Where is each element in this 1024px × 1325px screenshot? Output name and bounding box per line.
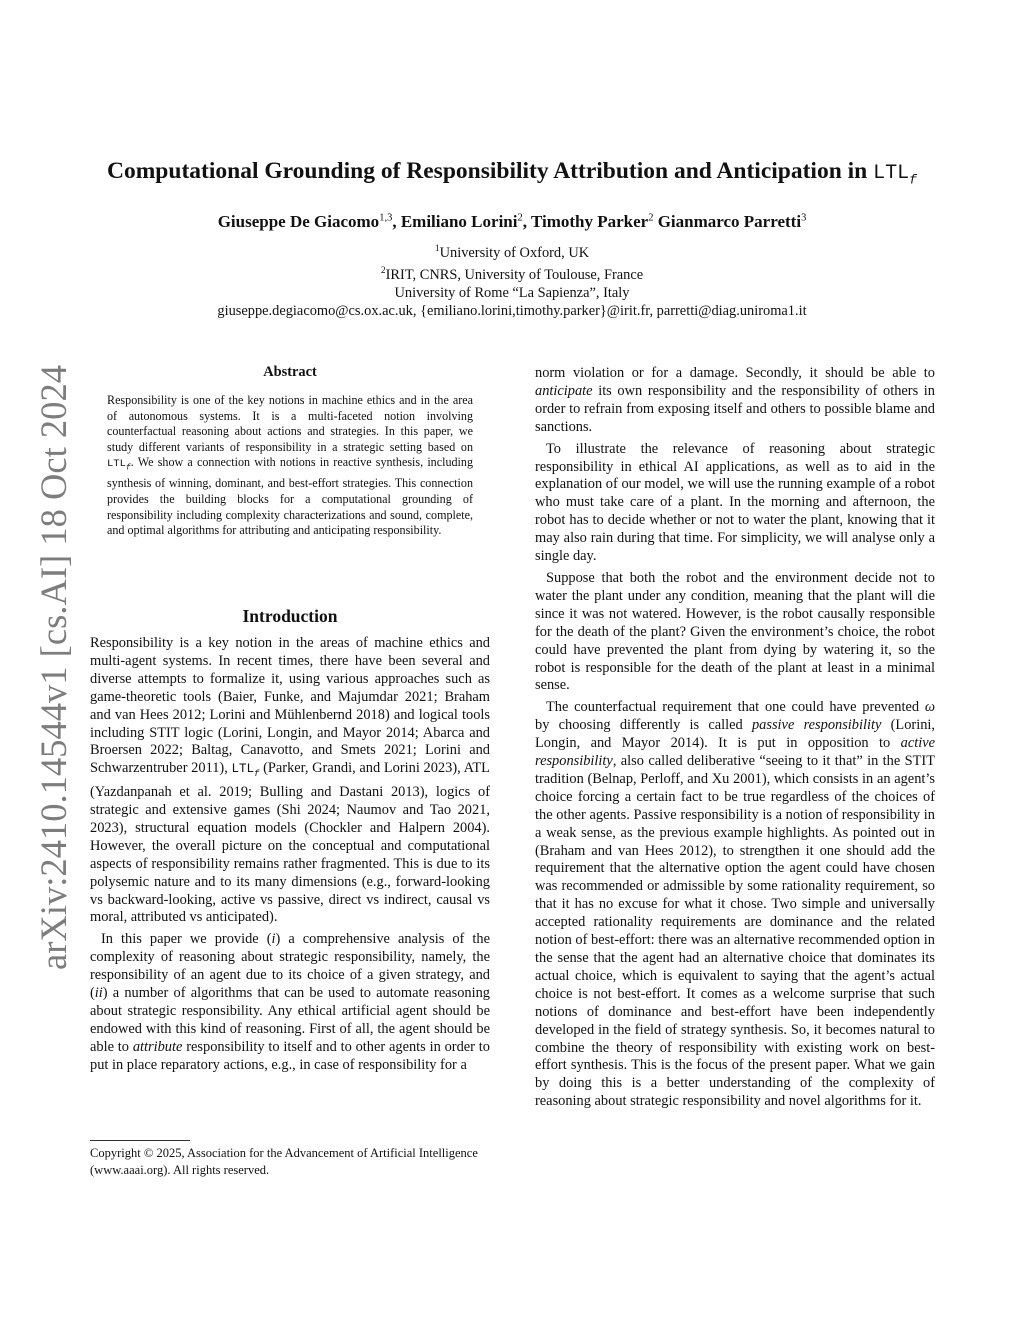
paragraph: To illustrate the relevance of reasoning about strategic responsibility in ethical AI applications, as well as to aid in the explanation of our model, we will use the running example of a robot who must take care of a plant. In the morning and afternoon, the robot has to decide whether or not to water the plant, knowing that it may also rain during that time. For simplicity, we will analyse only a single day. [535,440,935,565]
right-column [535,365,935,1115]
author-name: Timothy Parker [530,212,649,231]
footnote-divider [90,1140,190,1141]
arxiv-sidebar-label [4,358,92,978]
introduction-section [90,606,490,1079]
affiliation-rome: University of Rome “La Sapienza”, Italy [394,284,630,301]
paragraph: Responsibility is a key notion in the areas of machine ethics and multi-agent systems. In recent times, there have been several and diverse attempts to formalize it, using various approaches such as game-theoretic tools (Baier, Funke, and Majumdar 2021; Braham and van Hees 2012; Lorini and Mühlenbernd 2018) and logical tools including STIT logic (Lorini, Longin, and Mayor 2014; Abarca and Broersen 2022; Baltag, Canavotto, and Smets 2021; Lorini and Schwarzentruber 2011), $LTL_f$ (Parker, Grandi, and Lorini 2023), ATL (Yazdanpanah et al. 2019; Bulling and Dastani 2013), logics of strategic and extensive games (Shi 2024; Naumov and Tao 2021, 2023), structural equation models (Chockler and Halpern 2004). However, the overall picture on the conceptual and computational aspects of responsibility remains rather fragmented. This is due to its polysemic nature and to its many dimensions (e.g., forward-looking vs backward-looking, active vs passive, direct vs indirect, causal vs moral, attributed vs anticipated). [90,635,490,926]
abstract-heading: Abstract [263,364,317,380]
paragraph: In this paper we provide (i) a comprehensive analysis of the complexity of reasoning about strategic responsibility, namely, the responsibility of an agent due to its choice of a given strategy, and (ii) a number of algorithms that can be used to automate reasoning about strategic responsibility. Any ethical artificial agent should be endowed with this kind of reasoning. First of all, the agent should be able to attribute responsibility to itself and to other agents in order to put in place reparatory actions, e.g., in case of responsibility for a [90,931,490,1073]
affiliations [60,240,964,320]
abstract [107,364,473,539]
author-emails: giuseppe.degiacomo@cs.ox.ac.uk, {emiliano.lorini,timothy.parker}@irit.fr, parretti@diag.uniroma1.it [217,302,807,319]
copyright-footnote: Copyright © 2025, Association for the Advancement of Artificial Intelligence (www.aaai.org). All rights reserved. [90,1146,478,1177]
paper-title: Computational Grounding of Responsibility Attribution and Anticipation in $LTL_f$ [107,158,917,188]
affiliation-oxford: $^1$University of Oxford, UK [434,244,590,261]
abstract-text: Responsibility is one of the key notions in machine ethics and in the area of autonomous systems. It is a multi-faceted notion involving counterfactual reasoning about actions and strategies. In this paper, we study different variants of responsibility in a strategic setting based on $LTL_f$. We show a connection with notions in reactive synthesis, including synthesis of winning, dominant, and best-effort strategies. This connection provides the building blocks for a computational grounding of responsibility including complexity characterizations and sound, complete, and optimal algorithms for attributing and anticipating responsibility. [107,393,473,538]
arxiv-identifier: arXiv:2410.14544v1 [cs.AI] 18 Oct 2024 [34,358,75,970]
introduction-heading: Introduction [242,606,338,626]
affiliation-irit: $^2$IRIT, CNRS, University of Toulouse, France [380,265,644,283]
author-list: Giuseppe De Giacomo$^{1,3}$, Emiliano Lorini$^2$, Timothy Parker$^2$ Gianmarco Parretti$^3$ [217,212,807,231]
paragraph: norm violation or for a damage. Secondly, it should be able to anticipate its own responsibility and the responsibility of others in order to refrain from exposing itself and others to possible blame and sanctions. [535,365,935,435]
author-name: Giuseppe De Giacomo [217,212,380,231]
paragraph: The counterfactual requirement that one could have prevented ω by choosing differently is called passive responsibility (Lorini, Longin, and Mayor 2014). It is put in opposition to active responsibility, also called deliberative “seeing to it that” in the STIT tradition (Belnap, Perloff, and Xu 2001), which consists in an agent’s choice forcing a certain fact to be true regardless of the choices of the other agents. Passive responsibility is a notion of responsibility in a weak sense, as the previous example highlights. As pointed out in (Braham and van Hees 2012), to strengthen it one should add the requirement that the alternative option the agent could have chosen was recommended or admissible by some rationality requirement, so that it has no excuse for what it chose. Two simple and universally accepted rationality requirements are dominance and the related notion of best-effort: there was an alternative recommended option in the sense that the agent had an alternative choice that dominates its actual choice, which is equivalent to saying that the agent’s actual choice is not best-effort. It comes as a welcome surprise that such notions of dominance and best-effort have been independently developed in the field of strategy synthesis. So, it becomes natural to combine the theory of responsibility with existing work on best-effort synthesis. This is the focus of the present paper. What we gain by doing this is a better understanding of the complexity of reasoning about strategic responsibility and novel algorithms for it. [535,699,935,1110]
paragraph: Suppose that both the robot and the environment decide not to water the plant under any condition, meaning that the plant will die since it was not watered. However, is the robot causally responsible for the death of the plant? Given the environment’s choice, the robot could have prevented the plant from dying by watering it, so the robot is responsible for the death of the plant at least in a minimal sense. [535,569,935,694]
author-name: Gianmarco Parretti [657,212,802,231]
author-name: Emiliano Lorini [400,212,518,231]
